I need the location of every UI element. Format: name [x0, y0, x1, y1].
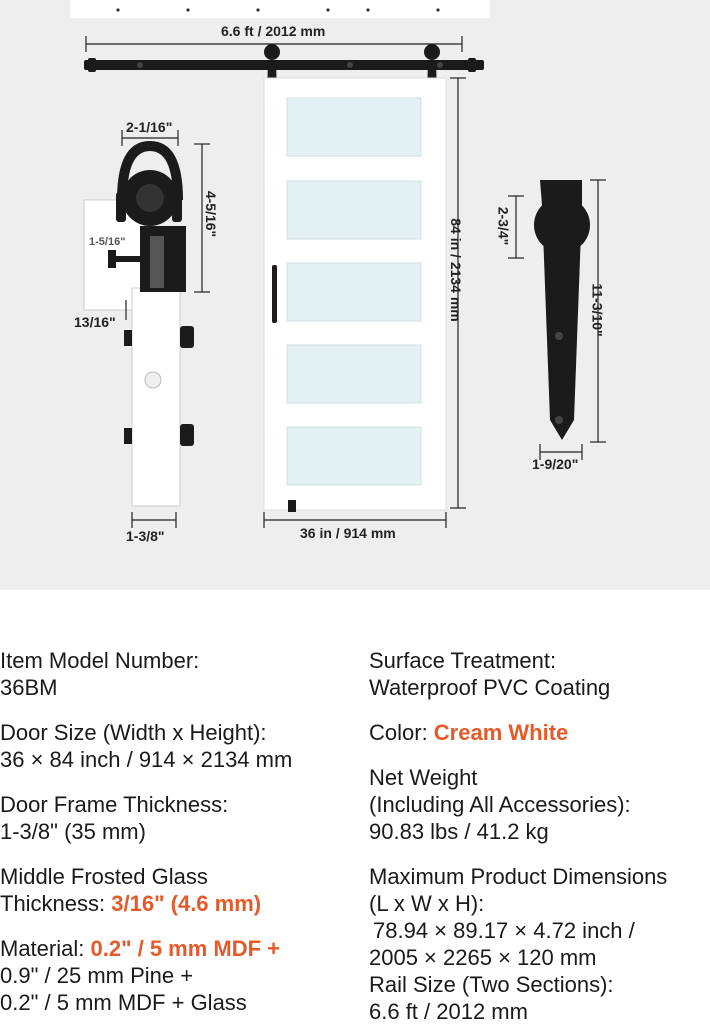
glass-thickness-label-2: Thickness: — [0, 891, 112, 916]
glass-thickness-row — [0, 890, 261, 917]
ceiling-panel — [70, 0, 490, 18]
rail-size-label: Rail Size (Two Sections): — [369, 972, 614, 997]
door-thickness-label: 1-3/8" — [126, 528, 165, 544]
hanger-height-label: 4-5/16" — [203, 190, 220, 238]
spacer-label: 1-5/16" — [89, 236, 126, 248]
barn-door — [264, 78, 446, 512]
gap-label: 13/16" — [74, 314, 116, 330]
rail — [84, 58, 484, 72]
material-row — [0, 935, 280, 962]
net-weight-value: 90.83 lbs / 41.2 kg — [369, 819, 549, 844]
max-dimensions-value-1: 78.94 × 89.17 × 4.72 inch / — [373, 918, 635, 943]
net-weight-label: Net Weight — [369, 765, 478, 790]
glass-thickness-label: Middle Frosted Glass — [0, 864, 208, 889]
color-label: Color: — [369, 720, 434, 745]
floor-guide — [288, 500, 296, 512]
color-value: Cream White — [433, 720, 569, 745]
strap-view — [534, 180, 590, 440]
item-model-value: 36BM — [0, 675, 58, 700]
material-label: Material: — [0, 936, 91, 961]
door-handle — [272, 265, 277, 323]
strap-top-label: 2-3/4" — [495, 206, 512, 246]
frame-thickness-value: 1-3/8" (35 mm) — [0, 819, 146, 844]
strap-width-label: 1-9/20" — [532, 456, 579, 472]
max-dimensions-label: Maximum Product Dimensions — [369, 864, 668, 889]
rail-size-value: 6.6 ft / 2012 mm — [369, 999, 528, 1024]
hanger-width-label: 2-1/16" — [126, 119, 173, 135]
strap-length-label: 11-3/10" — [589, 283, 606, 337]
rail-length-label: 6.6 ft / 2012 mm — [221, 23, 326, 39]
glass-thickness-value: 3/16" (4.6 mm) — [111, 891, 262, 916]
max-dimensions-label-2: (L x W x H): — [369, 891, 485, 916]
surface-label: Surface Treatment: — [369, 648, 557, 673]
spec-section — [0, 590, 710, 1024]
item-model-label: Item Model Number: — [0, 648, 200, 673]
material-value-1: 0.2" / 5 mm MDF + — [90, 936, 281, 961]
door-size-label: Door Size (Width x Height): — [0, 720, 267, 745]
color-row — [369, 719, 568, 746]
net-weight-label-2: (Including All Accessories): — [369, 792, 631, 817]
frame-thickness-label: Door Frame Thickness: — [0, 792, 229, 817]
material-value-2: 0.9" / 25 mm Pine + — [0, 963, 194, 988]
surface-value: Waterproof PVC Coating — [369, 675, 611, 700]
door-height-label: 84 in / 2134 mm — [447, 218, 464, 322]
door-width-label: 36 in / 914 mm — [300, 525, 396, 541]
door-size-value: 36 × 84 inch / 914 × 2134 mm — [0, 747, 293, 772]
max-dimensions-value-2: 2005 × 2265 × 120 mm — [369, 945, 597, 970]
material-value-3: 0.2" / 5 mm MDF + Glass — [0, 990, 247, 1015]
